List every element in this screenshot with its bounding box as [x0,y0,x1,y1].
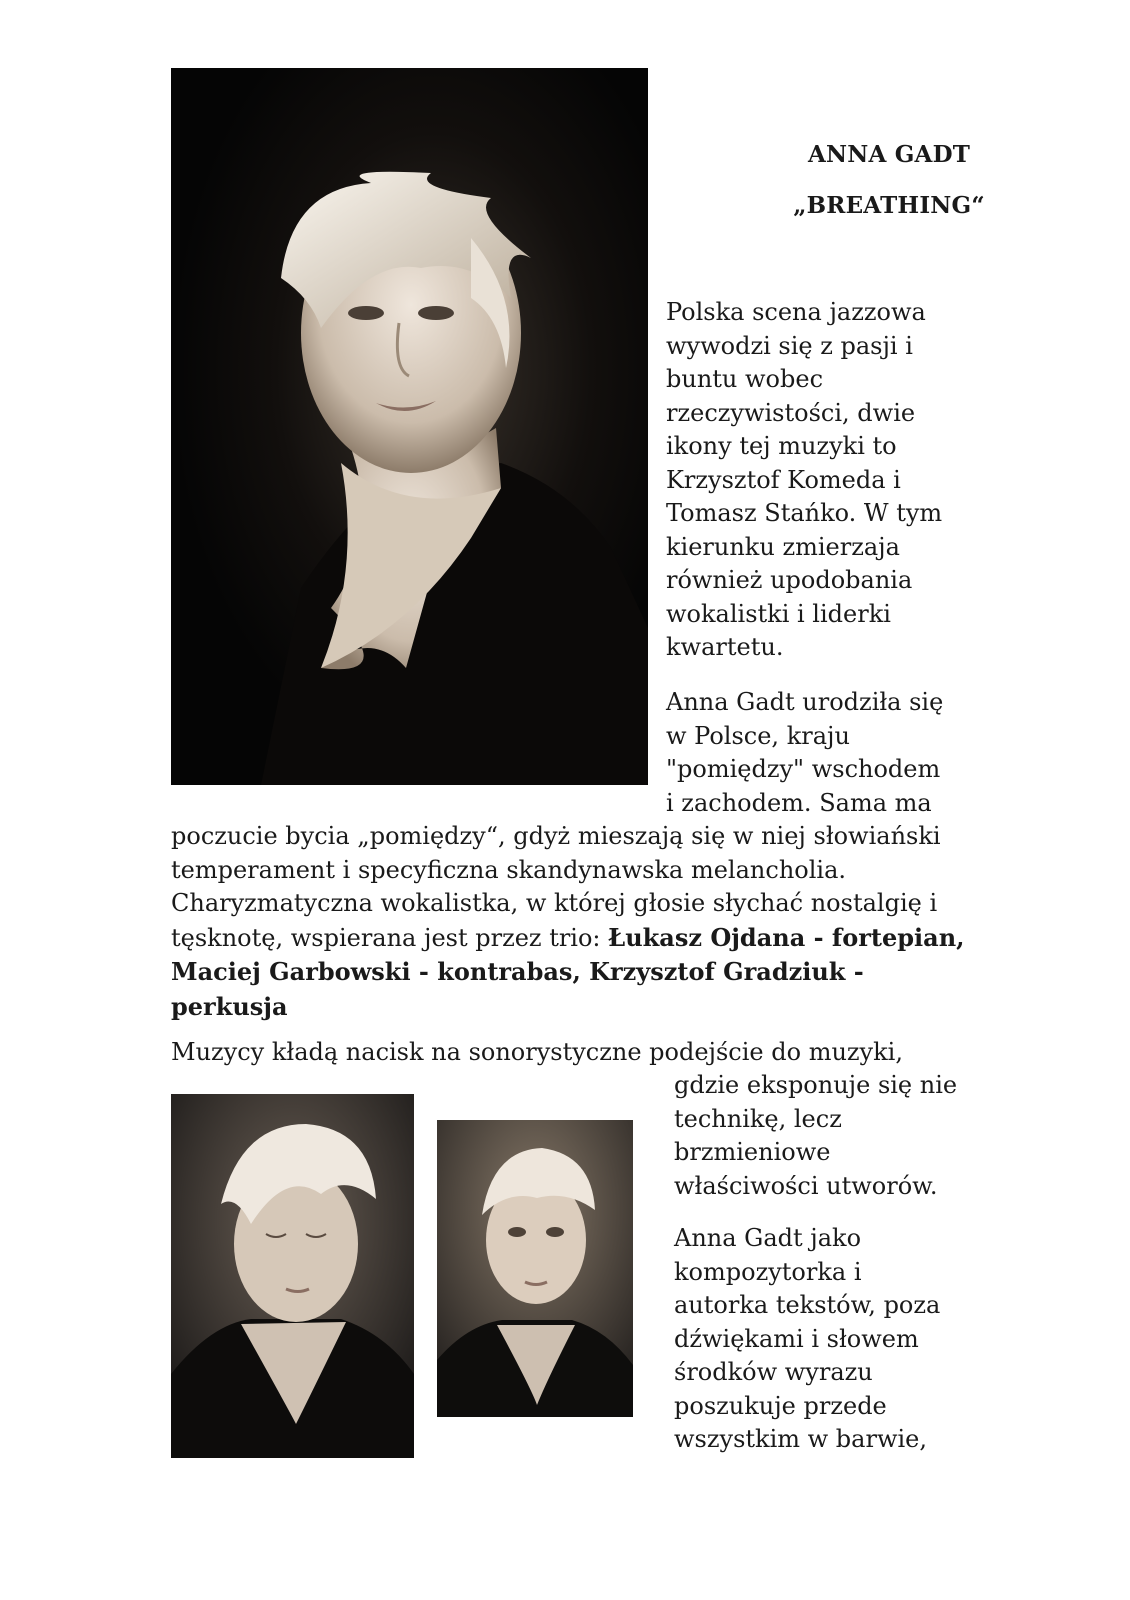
portrait-photo-looking-down [171,1094,414,1458]
band-members-bold: Łukasz Ojdana - fortepian, Maciej Garbowski - kontrabas, Krzysztof Gradziuk - perkusja [171,922,965,1021]
artist-name-heading: ANNA GADT [807,141,971,168]
music-approach-side: gdzie eksponuje się nie technikę, lecz brzmieniowe właściwości utworów. [674,1071,958,1200]
music-approach-first-line: Muzycy kładą nacisk na sonorystyczne podejście do muzyki, [171,1038,903,1066]
bio-paragraph-text: poczucie bycia „pomiędzy“, gdyż mieszają się w niej słowiański temperament i specyficzna skandynawska melancholia. Charyzmatyczna wokalistka, w której głosie słychać nostalgię i tęsknotę, wspierana jest przez trio: [171,822,941,952]
album-title-heading: „BREATHING“ [793,192,985,219]
intro-paragraph: Polska scena jazzowa wywodzi się z pasji i buntu wobec rzeczywistości, dwie ikony tej muzyki to Krzysztof Komeda i Tomasz Stańko. W tym kierunku zmierzaja również upodobania wokalistki i liderki kwartetu. [666,298,943,661]
bio-paragraph-continued [171,820,971,1024]
portrait-photo-main [171,68,648,785]
composer-paragraph: Anna Gadt jako kompozytorka i autorka tekstów, poza dźwiękami i słowem środków wyrazu poszukuje przede wszystkim w barwie, [674,1224,941,1453]
bio-paragraph-side: Anna Gadt urodziła się w Polsce, kraju "pomiędzy" wschodem i zachodem. Sama ma [666,688,944,817]
portrait-photo-frontal [437,1120,633,1417]
